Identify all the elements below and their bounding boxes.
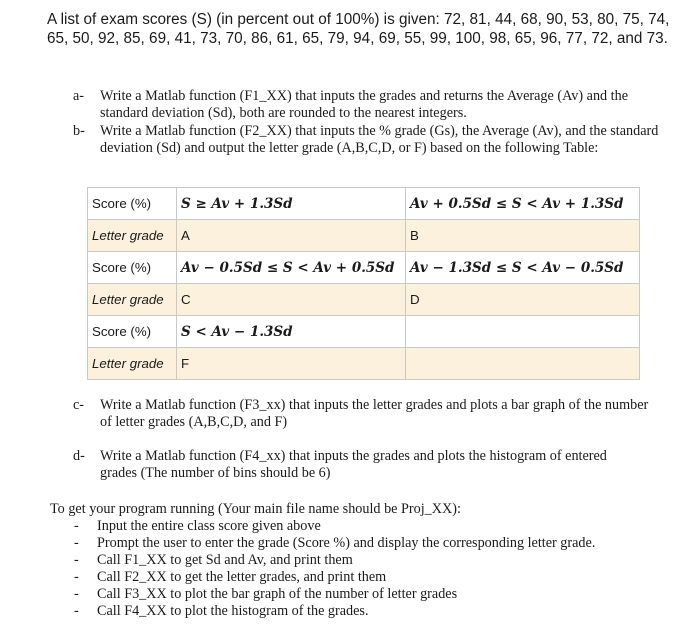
table-cell: Av − 0.5Sd ≤ S < Av + 0.5Sd [177, 252, 406, 284]
table-cell: Score (%) [88, 252, 177, 284]
running-list [74, 518, 684, 620]
bullet-dash: - [74, 603, 79, 619]
table-cell: Letter grade [88, 220, 177, 252]
list-item [74, 603, 684, 620]
list-item-text: Call F4_XX to plot the histogram of the grades. [97, 603, 369, 619]
list-item [74, 552, 684, 569]
bullet-dash: - [74, 552, 79, 568]
table-row [88, 348, 640, 380]
list-item-text: Call F3_XX to plot the bar graph of the number of letter grades [97, 586, 458, 602]
table-cell [406, 316, 640, 348]
table-cell: C [177, 284, 406, 316]
table-row [88, 284, 640, 316]
table-row [88, 252, 640, 284]
table-cell: Letter grade [88, 348, 177, 380]
list-item [74, 569, 684, 586]
table-cell: Av + 0.5Sd ≤ S < Av + 1.3Sd [406, 188, 640, 220]
list-item [74, 586, 684, 603]
problem-intro: A list of exam scores (S) (in percent out of 100%) is given: 72, 81, 44, 68, 90, 53, 80, 75, 74, 65, 50, 92, 85, 69, 41, 73, 70, 86, 61, 65, 79, 94, 69, 55, 99, 100, 98, 65, 96, 77, 72, and 73. [47, 11, 670, 47]
bullet-dash: - [74, 518, 79, 534]
table-cell: Score (%) [88, 188, 177, 220]
table-cell: A [177, 220, 406, 252]
running-heading: To get your program running (Your main file name should be Proj_XX): [50, 501, 461, 517]
table-cell: S ≥ Av + 1.3Sd [177, 188, 406, 220]
task-c-text: Write a Matlab function (F3_xx) that inputs the letter grades and plots a bar graph of the number of letter grades (A,B,C,D, and F) [100, 397, 649, 430]
table-row [88, 220, 640, 252]
bullet-dash: - [74, 586, 79, 602]
table-cell: D [406, 284, 640, 316]
list-item-text: Call F1_XX to get Sd and Av, and print them [97, 552, 353, 568]
list-item-text: Call F2_XX to get the letter grades, and print them [97, 569, 387, 585]
list-item [74, 535, 684, 552]
task-b-text: Write a Matlab function (F2_XX) that inputs the % grade (Gs), the Average (Av), and the standard deviation (Sd) and output the letter grade (A,B,C,D, or F) based on the following Table: [100, 123, 659, 156]
task-a-text: Write a Matlab function (F1_XX) that inputs the grades and returns the Average (Av) and the standard deviation (Sd), both are rounded to the nearest integers. [100, 88, 629, 121]
table-cell: Av − 1.3Sd ≤ S < Av − 0.5Sd [406, 252, 640, 284]
table-cell [406, 348, 640, 380]
table-cell: F [177, 348, 406, 380]
task-d-label: d- [73, 448, 85, 464]
table-row [88, 316, 640, 348]
bullet-dash: - [74, 535, 79, 551]
bullet-dash: - [74, 569, 79, 585]
task-b-label: b- [73, 123, 85, 139]
table-cell: S < Av − 1.3Sd [177, 316, 406, 348]
task-a-label: a- [73, 88, 85, 104]
table-row [88, 188, 640, 220]
table-cell: B [406, 220, 640, 252]
list-item-text: Prompt the user to enter the grade (Score %) and display the corresponding letter grade. [97, 535, 596, 551]
task-c-label: c- [73, 397, 85, 413]
table-cell: Score (%) [88, 316, 177, 348]
task-d-text: Write a Matlab function (F4_xx) that inputs the grades and plots the histogram of entered grades (The number of bins should be 6) [100, 448, 607, 481]
list-item-text: Input the entire class score given above [97, 518, 321, 534]
table-cell: Letter grade [88, 284, 177, 316]
list-item [74, 518, 684, 535]
grade-table [87, 187, 640, 380]
